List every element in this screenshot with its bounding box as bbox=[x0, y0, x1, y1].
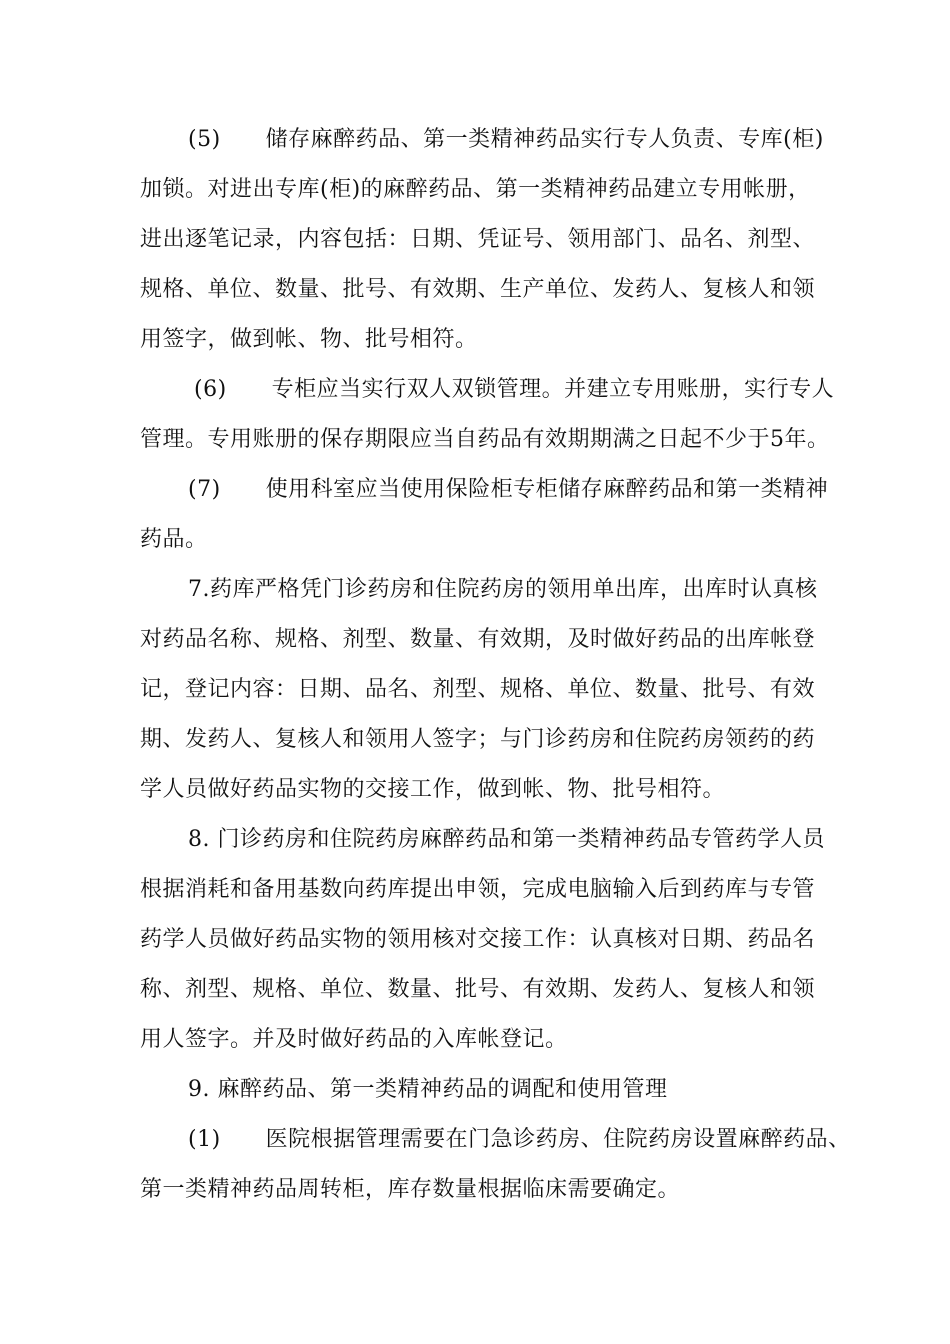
section-9-item-1-line-1: (1) 医院根据管理需要在门急诊药房、住院药房设置麻醉药品、 bbox=[188, 1127, 851, 1152]
section-9-heading: 9. 麻醉药品、第一类精神药品的调配和使用管理 bbox=[188, 1077, 668, 1102]
section-8-line-1: 8. 门诊药房和住院药房麻醉药品和第一类精神药品专管药学人员 bbox=[188, 827, 825, 852]
paragraph-5-line-3: 进出逐笔记录，内容包括：日期、凭证号、领用部门、品名、剂型、 bbox=[140, 227, 816, 252]
section-7-line-5: 学人员做好药品实物的交接工作，做到帐、物、批号相符。 bbox=[140, 777, 726, 802]
section-7-line-1: 7.药库严格凭门诊药房和住院药房的领用单出库，出库时认真核 bbox=[188, 577, 818, 602]
section-8-line-4: 称、剂型、规格、单位、数量、批号、有效期、发药人、复核人和领 bbox=[140, 977, 816, 1002]
paragraph-7-line-1: (7) 使用科室应当使用保险柜专柜储存麻醉药品和第一类精神 bbox=[188, 477, 829, 502]
section-9-item-1-line-2: 第一类精神药品周转柜，库存数量根据临床需要确定。 bbox=[140, 1177, 681, 1202]
section-8-line-5: 用人签字。并及时做好药品的入库帐登记。 bbox=[140, 1027, 568, 1052]
paragraph-7-line-2: 药品。 bbox=[140, 527, 208, 552]
paragraph-6-line-2: 管理。专用账册的保存期限应当自药品有效期期满之日起不少于5年。 bbox=[140, 427, 830, 452]
section-7-line-2: 对药品名称、规格、剂型、数量、有效期，及时做好药品的出库帐登 bbox=[140, 627, 816, 652]
paragraph-5-line-1: (5) 储存麻醉药品、第一类精神药品实行专人负责、专库(柜) bbox=[188, 127, 824, 152]
section-7-line-4: 期、发药人、复核人和领用人签字；与门诊药房和住院药房领药的药 bbox=[140, 727, 816, 752]
paragraph-5-line-4: 规格、单位、数量、批号、有效期、生产单位、发药人、复核人和领 bbox=[140, 277, 816, 302]
paragraph-6-line-1: (6) 专柜应当实行双人双锁管理。并建立专用账册，实行专人 bbox=[194, 377, 835, 402]
section-8-line-3: 药学人员做好药品实物的领用核对交接工作：认真核对日期、药品名 bbox=[140, 927, 816, 952]
paragraph-5-line-2: 加锁。对进出专库(柜)的麻醉药品、第一类精神药品建立专用帐册， bbox=[140, 177, 811, 202]
section-7-line-3: 记，登记内容：日期、品名、剂型、规格、单位、数量、批号、有效 bbox=[140, 677, 816, 702]
paragraph-5-line-5: 用签字，做到帐、物、批号相符。 bbox=[140, 327, 478, 352]
section-8-line-2: 根据消耗和备用基数向药库提出申领，完成电脑输入后到药库与专管 bbox=[140, 877, 816, 902]
